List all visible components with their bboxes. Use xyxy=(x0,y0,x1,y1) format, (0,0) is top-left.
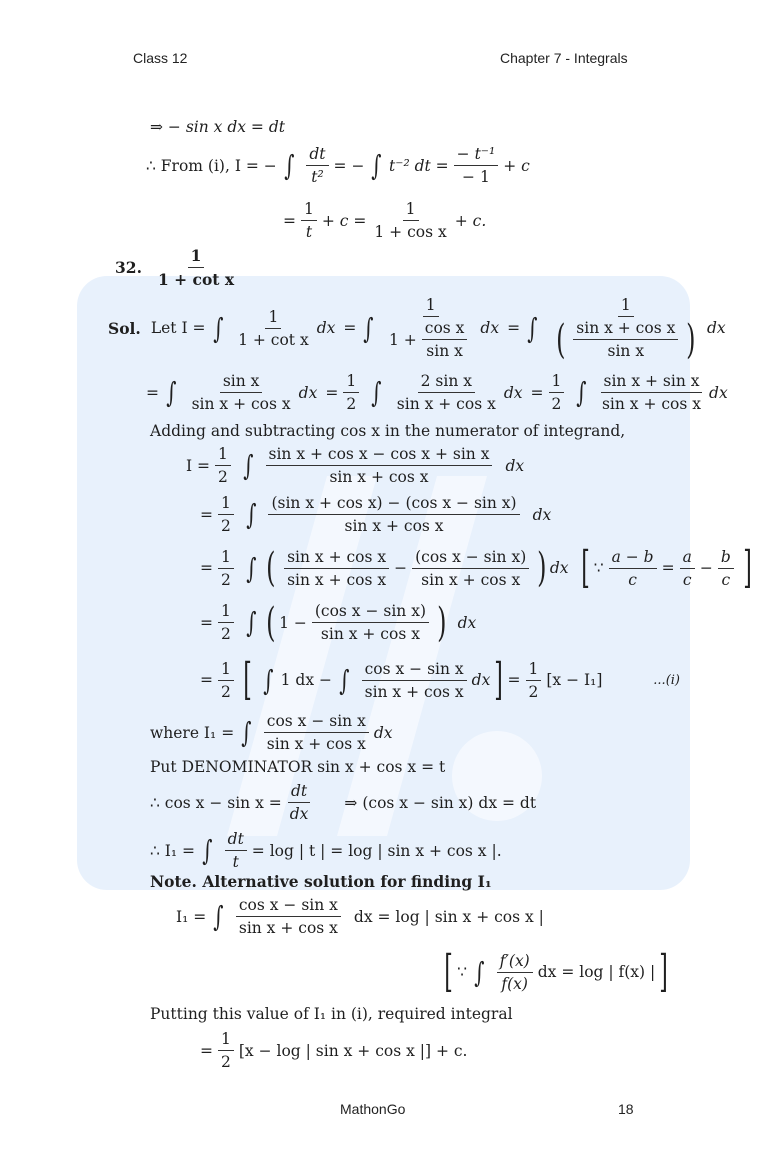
fraction: $\frac{1}{2}$ xyxy=(343,372,359,413)
text: dx xyxy=(505,456,525,475)
fraction: $\frac{dt}{t}$ xyxy=(225,830,247,871)
text: = xyxy=(343,319,357,337)
adding-text: Adding and subtracting cos x in the numerator of integrand, xyxy=(150,422,626,440)
text: [x − I₁] xyxy=(546,671,603,689)
fraction: $\frac{\text{(cos x − sin x)}}{\text{sin x + cos x}}$ xyxy=(312,602,429,643)
fraction: $\frac{\text{cos x − sin x}}{\text{sin x + cos x}}$ xyxy=(362,660,467,701)
text: 1 − xyxy=(279,613,307,632)
question-integrand: $\frac{1}{\text{1 + cot x}}$ xyxy=(157,246,235,289)
note-line-2: [ ∵ ∫ $\frac{f'(x)}{f(x)}$ dx = log | f(x) | ] xyxy=(444,946,669,997)
header-chapter: Chapter 7 - Integrals xyxy=(500,50,628,66)
note-title: Note. Alternative solution for finding I₁ xyxy=(150,872,492,891)
fraction: $\frac{1}{\text{1 + cot x}}$ xyxy=(238,307,309,349)
fraction: $\frac{1}{2}$ xyxy=(218,602,234,643)
derivative-line xyxy=(150,782,536,823)
text: dx xyxy=(709,383,728,402)
text: dx xyxy=(298,383,318,402)
fraction: $\frac{1}{2}$ xyxy=(218,494,234,535)
text: dx xyxy=(532,505,552,524)
text: dx xyxy=(706,319,726,337)
integral-icon: ∫ xyxy=(246,606,257,639)
fraction: $\frac{b}{c}$ xyxy=(718,548,734,589)
text: dx xyxy=(316,319,336,337)
fraction: $\frac{a - b}{c}$ xyxy=(609,548,657,589)
text: ∴ cos x − sin x = xyxy=(150,793,282,812)
fraction: $\frac{1}{2}$ xyxy=(549,372,565,413)
sol-label: Sol. xyxy=(108,318,141,338)
text: ⇒ (cos x − sin x) dx = dt xyxy=(344,793,537,812)
fraction: $\frac{\text{sin x + cos x}}{\text{sin x + cos x}}$ xyxy=(284,548,389,589)
sol-line-1 xyxy=(108,296,726,363)
text: = xyxy=(507,319,521,337)
text: ∴ From (i), I = − xyxy=(146,156,277,175)
header-class: Class 12 xyxy=(133,50,188,66)
text: dx xyxy=(373,723,393,742)
text: t⁻² dt = xyxy=(389,156,449,175)
equation: ⇒ − sin x dx = dt xyxy=(150,118,285,136)
fraction: 1 ( $\frac{\text{sin x + cos x}}{\text{sin x}}$ ) xyxy=(555,296,696,363)
fraction: $\frac{\text{sin x}}{\text{sin x + cos x}}$ xyxy=(191,372,291,413)
text: dx = log | f(x) | xyxy=(537,963,656,981)
because-icon: ∵ xyxy=(593,559,604,577)
integral-icon: ∫ xyxy=(363,311,374,345)
integral-icon: ∫ xyxy=(371,149,382,182)
fraction: $\frac{\text{(cos x − sin x)}}{\text{sin x + cos x}}$ xyxy=(412,548,529,589)
integral-icon: ∫ xyxy=(166,376,177,409)
text: I₁ = xyxy=(176,907,207,926)
page-number: 18 xyxy=(618,1101,634,1117)
fraction: $\frac{1}{2}$ xyxy=(526,660,542,701)
equation-tag: ...(i) xyxy=(653,672,680,688)
because-icon: ∵ xyxy=(457,963,468,981)
fraction: $\frac{dt}{dx}$ xyxy=(289,782,309,823)
put-denominator: Put DENOMINATOR sin x + cos x = t xyxy=(150,758,446,776)
integral-icon: ∫ xyxy=(241,716,252,749)
sol-line-5: = $\frac{1}{2}$ ∫ ( $\frac{\text{sin x + cos x}}{\text{sin x + cos x}}$ − $\frac{\text{(cos x − sin x)}}{\text{sin x + cos x}}$ ) dx [ ∵ $\frac{a - b}{c}$ = $\frac{a}{c}$ − $\frac{b}{c}$ ] xyxy=(200,542,752,593)
fraction: $\frac{1}{t}$ xyxy=(301,200,317,241)
text: + c. xyxy=(454,211,487,230)
sol-line-7: = $\frac{1}{2}$ [ ∫ 1 dx − ∫ $\frac{\text{cos x − sin x}}{\text{sin x + cos x}}$ dx ] = $\frac{1}{2}$ [x − I₁] ...(i) xyxy=(200,654,680,705)
integral-icon: ∫ xyxy=(339,663,350,697)
footer-brand: MathonGo xyxy=(340,1101,406,1117)
fraction: $\frac{\text{cos x − sin x}}{\text{sin x + cos x}}$ xyxy=(236,896,341,937)
fraction: $\frac{1}{2}$ xyxy=(218,660,234,701)
integral-icon: ∫ xyxy=(202,834,213,867)
line-result xyxy=(283,200,486,241)
integral-icon: ∫ xyxy=(371,376,382,409)
fraction: 1 1 + $\frac{\text{cos x}}{\text{sin x}}$ xyxy=(386,296,475,360)
fraction: $\frac{1}{2}$ xyxy=(215,445,231,486)
fraction: $\frac{1}{2}$ xyxy=(218,1030,234,1071)
text: = xyxy=(283,211,296,230)
fraction: $\frac{\text{− t⁻¹}}{- 1}$ xyxy=(454,145,499,186)
fraction: $\frac{1}{\text{1 + cos x}}$ xyxy=(374,200,447,241)
fraction: $\frac{\text{(sin x + cos x) − (cos x − sin x)}}{\text{sin x + cos x}}$ xyxy=(268,494,519,535)
fraction: $\frac{1}{2}$ xyxy=(218,548,234,589)
final-result: = $\frac{1}{2}$ [x − log | sin x + cos x |] + c. xyxy=(200,1030,468,1071)
question-number: 32. xyxy=(115,258,142,277)
text: ∴ I₁ = xyxy=(150,841,196,860)
text: I = xyxy=(186,456,211,475)
text: + c = xyxy=(321,211,367,230)
text: [x − log | sin x + cos x |] + c. xyxy=(238,1041,468,1060)
fraction: $\frac{f'(x)}{f(x)}$ xyxy=(497,952,533,993)
fraction: $\frac{\text{sin x + cos x − cos x + sin x}}{\text{sin x + cos x}}$ xyxy=(266,445,493,486)
integral-icon: ∫ xyxy=(212,311,223,345)
integral-icon: ∫ xyxy=(263,663,274,697)
line-from-i xyxy=(146,145,530,186)
fraction: $\frac{\text{cos x − sin x}}{\text{sin x + cos x}}$ xyxy=(264,712,369,753)
fraction: $\frac{\text{2 sin x}}{\text{sin x + cos x}}$ xyxy=(396,372,496,413)
text: dx xyxy=(503,383,523,402)
integral-icon: ∫ xyxy=(246,498,257,531)
question-32 xyxy=(115,246,242,289)
sol-line-6: = $\frac{1}{2}$ ∫ ( 1 − $\frac{\text{(cos x − sin x)}}{\text{sin x + cos x}}$ ) dx xyxy=(200,599,477,646)
integral-icon: ∫ xyxy=(474,955,485,989)
text: = − xyxy=(333,156,365,175)
text: 1 dx − xyxy=(280,671,333,689)
text: dx = log | sin x + cos x | xyxy=(353,907,544,926)
text: dx xyxy=(480,319,500,337)
integral-icon: ∫ xyxy=(243,449,254,482)
line-substitution xyxy=(150,118,285,136)
sol-line-2: = ∫ $\frac{\text{sin x}}{\text{sin x + cos x}}$ dx = $\frac{1}{2}$ ∫ $\frac{\text{2 sin x}}{\text{sin x + cos x}}$ dx = $\frac{1}{2}$ ∫ $\frac{\text{sin x + sin x}}{\text{sin x + cos x}}$ dx xyxy=(146,372,728,413)
where-line xyxy=(150,712,393,753)
i1-result-line xyxy=(150,830,502,871)
integral-icon: ∫ xyxy=(213,900,224,933)
integral-icon: ∫ xyxy=(246,551,257,585)
integral-icon: ∫ xyxy=(527,311,538,345)
sol-line-3 xyxy=(186,445,524,486)
integral-icon: ∫ xyxy=(283,149,295,182)
putting-text: Putting this value of I₁ in (i), required integral xyxy=(150,1005,513,1023)
text: dx xyxy=(457,613,477,632)
text: Let I = xyxy=(150,319,206,337)
fraction: $\frac{a}{c}$ xyxy=(680,548,695,589)
sol-line-4: = $\frac{1}{2}$ ∫ $\frac{\text{(sin x + cos x) − (cos x − sin x)}}{\text{sin x + cos x}}$ dx xyxy=(200,494,552,535)
text: dx xyxy=(471,671,491,689)
text: where I₁ = xyxy=(150,723,235,742)
fraction: $\frac{\text{sin x + sin x}}{\text{sin x + cos x}}$ xyxy=(601,372,702,413)
text: = log | t | = log | sin x + cos x |. xyxy=(251,841,502,860)
text: dx xyxy=(549,559,569,577)
integral-icon: ∫ xyxy=(576,376,587,409)
text: + c xyxy=(503,156,530,175)
note-line-1 xyxy=(176,896,544,937)
fraction: $\frac{dt}{\text{t²}}$ xyxy=(306,145,328,186)
